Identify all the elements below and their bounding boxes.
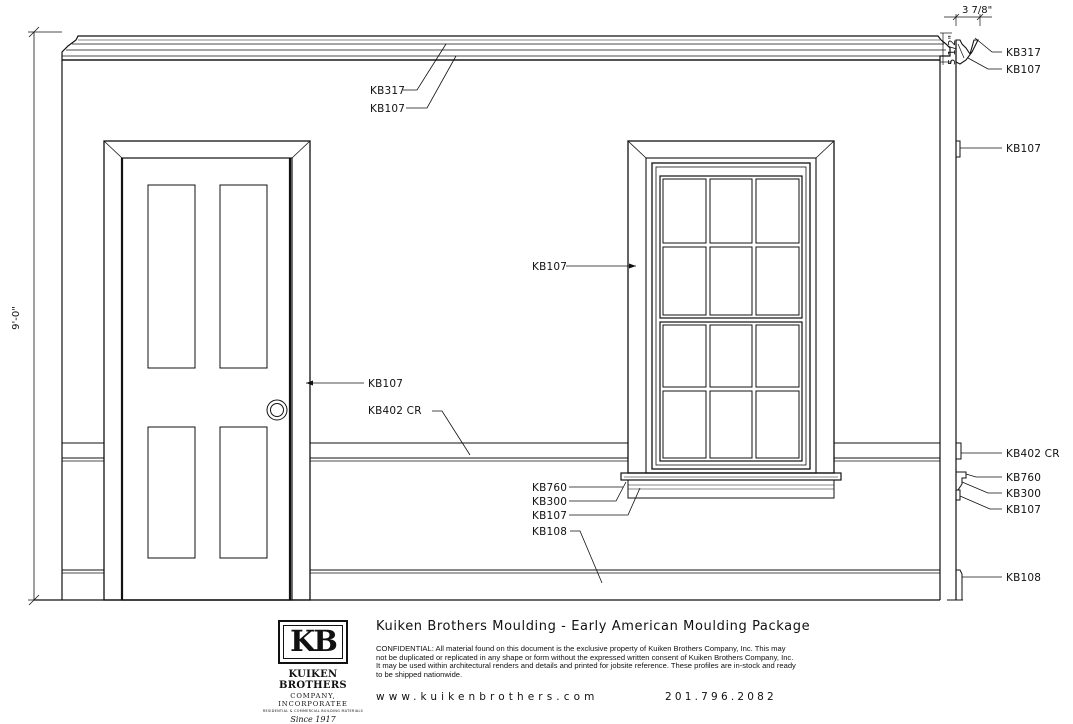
callout-crown <box>370 44 456 115</box>
height-dimension-label: 9'-0" <box>11 306 22 330</box>
crown-height-label: 5 1/2" <box>947 34 958 66</box>
logo-company-line2: COMPANY, INCORPORATEE <box>278 692 348 708</box>
crown-projection-label: 3 7/8" <box>962 5 993 16</box>
website-link[interactable]: www.kuikenbrothers.com <box>376 691 599 703</box>
profile-label: KB402 CR <box>1006 448 1060 460</box>
callout-label: KB317 <box>370 85 406 97</box>
callout-label: KB760 <box>532 482 568 494</box>
company-logo <box>256 620 370 724</box>
profile-label: KB107 <box>1006 143 1042 155</box>
callout-label: KB107 <box>532 510 568 522</box>
crown-moulding <box>62 36 950 60</box>
callout-window-casing <box>532 261 636 273</box>
logo-tagline: RESIDENTIAL & COMMERCIAL BUILDING MATERIALS <box>262 709 364 713</box>
profile-label: KB760 <box>1006 472 1042 484</box>
logo-since: Since 1917 <box>290 715 336 724</box>
logo-company-name: KUIKEN BROTHERS <box>279 669 347 691</box>
base-moulding <box>62 570 940 573</box>
package-title: Kuiken Brothers Moulding - Early American Moulding Package <box>376 619 811 634</box>
profile-label: KB317 <box>1006 47 1042 59</box>
callout-label: KB107 <box>368 378 404 390</box>
contact-line <box>376 691 777 703</box>
profile-label: KB300 <box>1006 488 1042 500</box>
door-panel <box>220 185 267 368</box>
callout-window-sill <box>532 482 640 583</box>
window <box>621 141 841 498</box>
confidential-notice: CONFIDENTIAL: All material found on this document is the exclusive property of Kuiken Brothers Company, Inc. This may not be duplicated or replicated in any shape or form without the expressed written consent of Kuiken Brothers Company, Inc. It may be used within architectural renders and details and printed for jobsite reference. These profiles are in-stock and ready to be shipped nationwide. <box>376 644 796 679</box>
profile-section <box>940 5 1060 600</box>
profile-label: KB107 <box>1006 64 1042 76</box>
callout-door-casing <box>306 378 403 390</box>
door-panel <box>148 185 195 368</box>
logo-letters: KB <box>290 624 336 658</box>
window-stool <box>621 473 841 480</box>
callout-label: KB107 <box>532 261 568 273</box>
callout-label: KB300 <box>532 496 568 508</box>
door <box>104 141 310 600</box>
profile-label: KB107 <box>1006 504 1042 516</box>
logo-mark <box>278 620 348 664</box>
door-panel <box>220 427 267 558</box>
callout-label: KB107 <box>370 103 406 115</box>
door-panel <box>148 427 195 558</box>
callout-label: KB402 CR <box>368 405 422 417</box>
phone-number: 201.796.2082 <box>665 691 777 703</box>
profile-label: KB108 <box>1006 572 1042 584</box>
callout-label: KB108 <box>532 526 568 538</box>
callout-chair-rail <box>368 405 470 455</box>
chair-rail <box>62 443 940 461</box>
height-dimension <box>11 27 62 605</box>
